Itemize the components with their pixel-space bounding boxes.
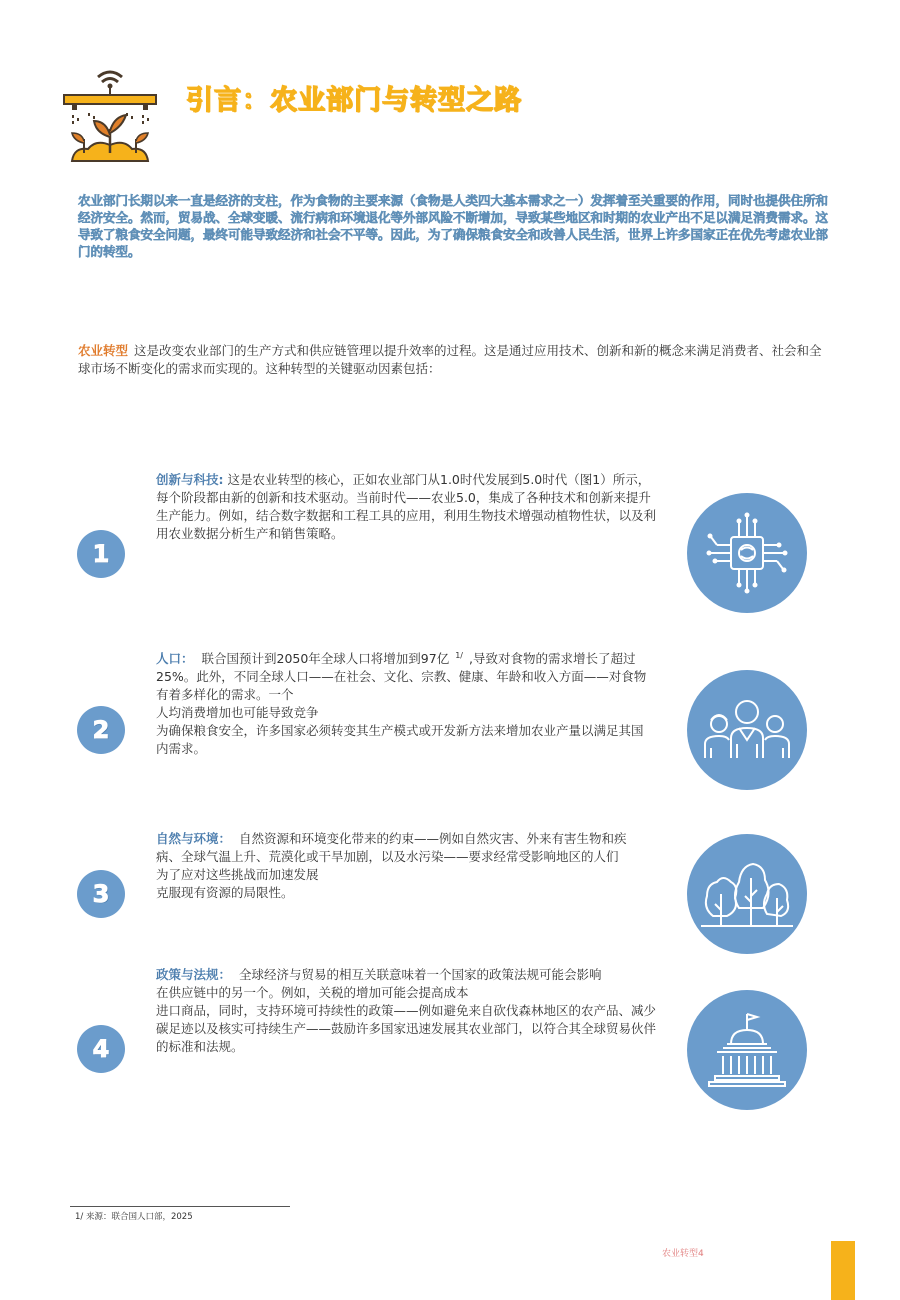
driver-innovation-text xyxy=(156,471,656,543)
driver-body: ,导致对食物的需求增长了超过25%。此外，不同全球人口——在社会、文化、宗教、健康、年龄和收入方面——对食物有着多样化的需求。一个 xyxy=(156,651,647,703)
people-icon xyxy=(687,670,807,790)
driver-policy-text xyxy=(156,966,666,1056)
driver-environment-text xyxy=(156,830,646,902)
driver-title: 人口： xyxy=(156,651,194,667)
driver-number-badge xyxy=(77,530,125,578)
driver-body: 在供应链中的另一个。例如，关税的增加可能会提高成本 xyxy=(156,985,469,1000)
driver-body: 人均消费增加也可能导致竞争 xyxy=(156,705,319,721)
footnote-divider xyxy=(70,1206,290,1207)
definition-paragraph xyxy=(78,342,828,378)
driver-body: 全球经济与贸易的相互关联意味着一个国家的政策法规可能会影响 xyxy=(239,967,602,982)
definition-text: 这是改变农业部门的生产方式和供应链管理以提升效率的过程。这是通过应用技术、创新和新的概念来满足消费者、社会和全球市场不断变化的需求而实现的。这种转型的关键驱动因素包括： xyxy=(78,343,822,376)
driver-body: 联合国预计到2050年全球人口将增加到97亿 xyxy=(201,651,450,667)
page-label: 农业转型4 xyxy=(662,1249,704,1259)
driver-number-badge xyxy=(77,706,125,754)
driver-body: 克服现有资源的局限性。 xyxy=(156,885,294,900)
driver-number: 2 xyxy=(92,716,110,744)
driver-body: 进口商品，同时，支持环境可持续性的政策——例如避免来自砍伐森林地区的农产品、减少碳足迹以及核实可持续生产——鼓励许多国家迅速发展其农业部门，以符合其全球贸易伙伴的标准和法规。 xyxy=(156,1003,657,1054)
driver-body: 为确保粮食安全，许多国家必须转变其生产模式或开发新方法来增加农业产量以满足其国内需求。 xyxy=(156,723,644,757)
intro-paragraph: 农业部门长期以来一直是经济的支柱，作为食物的主要来源（食物是人类四大基本需求之一）发挥着至关重要的作用，同时也提供住所和经济安全。然而，贸易战、全球变暖、流行病和环境退化等外部风险不断增加，导致某些地区和时期的农业产出不足以满足消费需求。这导致了粮食安全问题，最终可能导致经济和社会不平等。因此，为了确保粮食安全和改善人民生活，世界上许多国家正在优先考虑农业部门的转型。 xyxy=(78,193,829,259)
driver-number: 1 xyxy=(92,540,110,568)
page-title: 引言：农业部门与转型之路 xyxy=(186,85,522,116)
driver-title: 自然与环境： xyxy=(156,831,232,846)
driver-population-text xyxy=(156,647,651,758)
driver-number: 4 xyxy=(92,1035,110,1063)
driver-title: 政策与法规： xyxy=(156,967,232,982)
smart-farming-icon xyxy=(60,65,160,165)
definition-term: 农业转型 xyxy=(78,343,129,358)
driver-body: 自然资源和环境变化带来的约束——例如自然灾害、外来有害生物和疾病、全球气温上升、荒漠化或干旱加剧，以及水污染——要求经常受影响地区的人们 xyxy=(156,831,627,864)
ai-chip-icon xyxy=(687,493,807,613)
driver-number: 3 xyxy=(92,880,110,908)
footnote: 1/ 来源：联合国人口部，2025 xyxy=(75,1212,193,1222)
footnote-ref[interactable]: 1/ xyxy=(455,651,464,660)
driver-body: 这是农业转型的核心，正如农业部门从1.0时代发展到5.0时代（图1）所示，每个阶段都由新的创新和技术驱动。当前时代——农业5.0，集成了各种技术和创新来提升生产能力。例如，结合数字数据和工程工具的应用，利用生物技术增强动植物性状，以及利用农业数据分析生产和销售策略。 xyxy=(156,472,657,541)
forest-icon xyxy=(687,834,807,954)
government-building-icon xyxy=(687,990,807,1110)
driver-number-badge xyxy=(77,870,125,918)
page-accent-bar xyxy=(831,1241,855,1300)
driver-number-badge xyxy=(77,1025,125,1073)
driver-body: 为了应对这些挑战而加速发展 xyxy=(156,867,319,882)
driver-title: 创新与科技: xyxy=(156,472,224,487)
